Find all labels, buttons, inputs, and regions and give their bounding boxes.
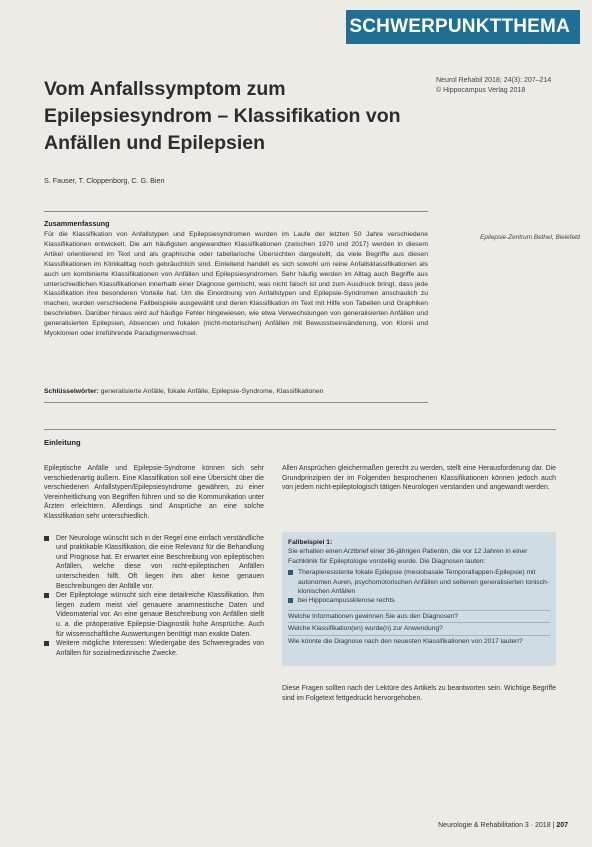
case-question: Welche Klassifikation(en) wurde(n) zur Anwendung? [288,622,550,633]
case-intro: Sie erhalten einen Arztbrief einer 36-jährigen Patientin, die vor 12 Jahren in einer Fachklinik für Epileptologie vorstellig wurde. Die Diagnosen lauten: [288,548,528,565]
left-column [44,464,264,658]
list-item: Der Epileptologe wünscht sich eine detailreiche Klassifikation. Ihm liegen zudem meist viel genauere anamnestische Daten und Videomaterial vor. An eine genaue Beschreibung von Anfällen stellt u. a. die präoperative Epilepsie-Diagnostik hohe Ansprüche. Auch für wissenschaftliche Auswertungen benötigt man exakte Daten. [44,591,264,639]
right-column-top [282,464,556,493]
list-item: Weitere mögliche Interessen: Wiedergabe des Schweregrades von Anfällen für sozialmedizinische Zwecke. [44,639,264,658]
abstract-heading: Zusammenfassung [44,219,110,228]
keywords [44,388,428,395]
article-title: Vom Anfallssymptom zum Epilepsiesyndrom – Klassifikation von Anfällen und Epilepsien [44,78,401,154]
citation-meta [436,76,586,96]
needs-list [44,534,264,659]
divider-section [44,429,556,430]
list-item: Der Neurologe wünscht sich in der Regel eine einfach verständliche und praktikable Klassifikation, die eine Relevanz für die Behandlung und Prognose hat. Er erwartet eine Beschreibung von epileptischen Anfällen, welche diese von nicht-epileptischen Anfällen unterscheiden hilft. Oft liegen ihm aber keine genauen Beschreibungen der Anfälle vor. [44,534,264,592]
case-question: Wie könnte die Diagnose nach den neuesten Klassifikationen von 2017 lauten? [288,635,550,646]
authors: S. Fauser, T. Cloppenborg, C. G. Bien [44,176,165,185]
case-box [282,532,556,666]
list-item: bei Hippocampussklerose rechts [288,596,550,605]
publisher: © Hippocampus Verlag 2018 [436,87,526,94]
intro-heading: Einleitung [44,438,81,447]
intro-paragraph: Epileptische Anfälle und Epilepsie-Syndrome können sich sehr verschiedenartig äußern. Eine Klassifikation soll eine Übersicht über die verschiedenen Anfallstypen/Epilepsiesyndrome gewähren, zu einer Vereinheitlichung von Begriffen führen und so die Kommunikation unter Ärzten erleichtern. Allerdings sind Ansprüche an eine solche Klassifikation sehr unterschiedlich. [44,465,264,520]
right-paragraph-2: Diese Fragen sollten nach der Lektüre des Artikels zu beantworten sein. Wichtige Begriffe sind im Folgetext fettgedruckt hervorgehoben. [282,685,556,702]
section-banner: SCHWERPUNKTTHEMA [346,10,580,44]
case-diagnoses [288,568,550,606]
divider-keywords [44,402,428,403]
keywords-label: Schlüsselwörter: [44,388,99,395]
divider-top [44,211,428,212]
citation: Neurol Rehabil 2018; 24(3): 207–214 [436,77,552,84]
case-heading: Fallbeispiel 1: [288,539,333,546]
journal-name: Neurologie & Rehabilitation 3 · 2018 | [438,822,555,829]
page-number: 207 [556,822,568,829]
right-column-bottom [282,684,556,703]
keywords-text: generalisierte Anfälle, fokale Anfälle, Epilepsie-Syndrome, Klassifikationen [100,388,324,395]
abstract-text: Für die Klassifikation von Anfallstypen und Epilepsiesyndromen wurden im Laufe der letzten 50 Jahre verschiedene Klassifikationen entwickelt. Die am häufigsten angewandten Klassifikationen (zwischen 1970 und 2017) werden in diesem Artikel orientierend im Text und als graphische oder tabellarische Übersichten dargestellt, da viele Begriffe aus diesen Klassifikationen im Klinikalltag noch gebräuchlich sind. Einleitend handelt es sich sowohl um reine Anfallsklassifikationen als auch um kombinierte Klassifikationen von Anfällen und Epilepsiesyndromen. Sehr häufig werden im Alltag auch Begriffe aus unterschiedlichen Klassifikationen innerhalb einer Diagnose gemischt, was nicht falsch ist und zum Ausdruck bringt, dass jede Klassifikation ihre besonderen Vorteile hat. Um die Einordnung von Anfallstypen und Epilepsie-Syndromen anschaulich zu machen, wurden verschiedene Fallbeispiele ausgewählt und deren Klassifikation im Text mit Hilfe von Tabellen und Graphiken beschrieben. Darüber hinaus wird auf häufige Fehler hingewiesen, wie etwa Verwechslungen von generalisierten Anfällen und generalisierten Epilepsien, Absencen und fokalen (nicht-motorischen) Anfällen mit Bewusstseinsänderung, von Klonii und Myoklonien oder irreführende Paradigmenwechsel. [44,231,428,338]
page-footer [438,822,568,829]
case-question: Welche Informationen gewinnen Sie aus den Diagnosen? [288,610,550,621]
affiliation: Epilepsie-Zentrum Bethel, Bielefeld [480,234,580,241]
right-paragraph: Allen Ansprüchen gleichermaßen gerecht zu werden, stellt eine Herausforderung dar. Die Grundprinzipien der im Folgenden besprochenen Klassifikationen können jedoch auch von jedem nicht-epileptologisch tätigen Neurologen verstanden und angewandt werden. [282,465,556,492]
list-item: Therapieresistente fokale Epilepsie (mesiobasale Temporallappen-Epilepsie) mit autonomen Auren, psychomotorischen Anfällen und seltenen generalisierten tonisch-klonischen Anfällen [288,568,550,596]
